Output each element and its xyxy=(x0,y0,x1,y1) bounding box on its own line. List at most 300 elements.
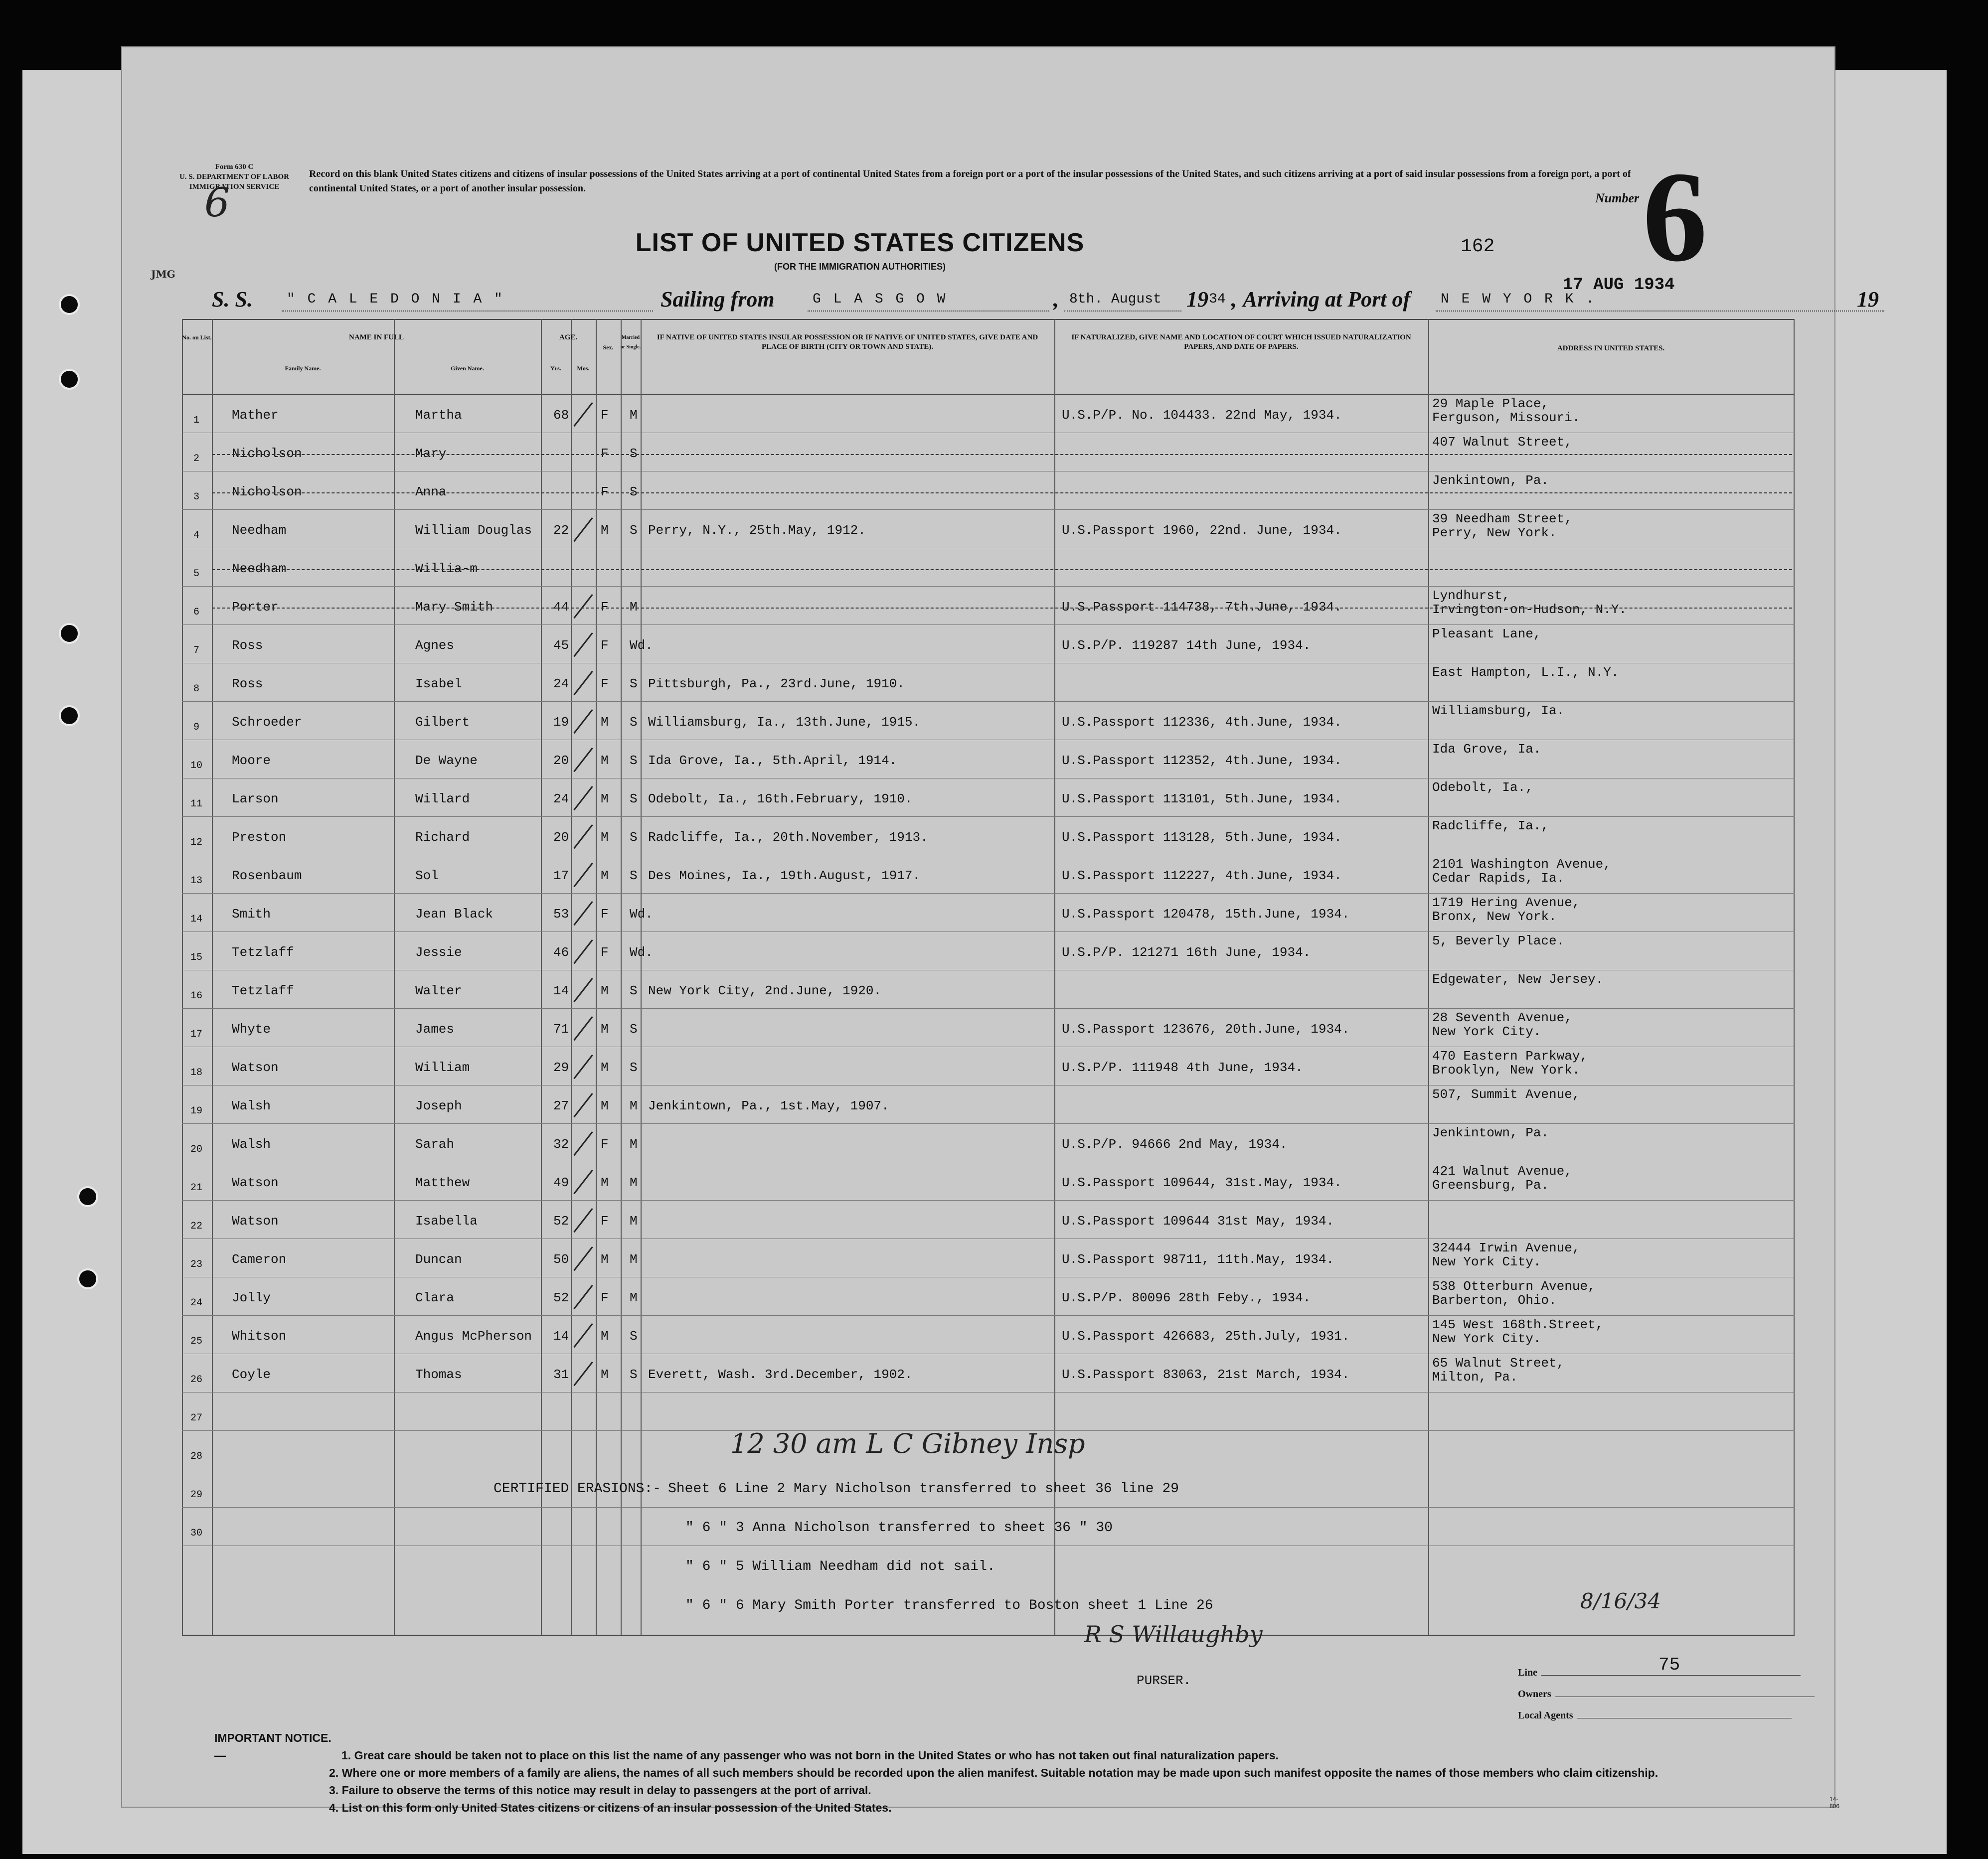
family-name: Mather xyxy=(232,408,279,423)
notice-item: 3. Failure to observe the terms of this notice may result in delay to passengers at the port of arrival. xyxy=(329,1784,871,1797)
family-name: Walsh xyxy=(232,1098,271,1113)
given-name: Sarah xyxy=(415,1137,455,1152)
sex: M xyxy=(601,753,609,768)
table-row xyxy=(182,1201,1795,1239)
table-row xyxy=(182,1047,1795,1085)
age-years: 22 xyxy=(553,523,569,538)
naturalization-details: U.S.Passport 112336, 4th.June, 1934. xyxy=(1062,715,1342,730)
sex: F xyxy=(601,1290,609,1305)
given-name: Willard xyxy=(415,791,470,806)
age-years: 24 xyxy=(553,676,569,691)
check-mark-icon xyxy=(573,1170,593,1194)
naturalization-details: U.S.Passport 426683, 25th.July, 1931. xyxy=(1062,1329,1350,1344)
marital-status: S xyxy=(630,830,638,845)
header-age: AGE. xyxy=(559,333,578,341)
erasure-line: Sheet 6 Line 2 Mary Nicholson transferred to sheet 36 line 29 xyxy=(668,1481,1179,1497)
arrival-year-label: 19 xyxy=(1857,287,1879,311)
header-years: Yrs. xyxy=(550,365,561,372)
check-mark-icon xyxy=(573,594,593,619)
check-mark-icon xyxy=(573,1246,593,1271)
table-row xyxy=(182,1009,1795,1047)
form-code: 14-806 xyxy=(1829,1796,1840,1810)
table-row xyxy=(182,702,1795,740)
sailing-date-underline xyxy=(1064,310,1181,311)
us-address: 28 Seventh Avenue, New York City. xyxy=(1432,1010,1572,1039)
us-address: 538 Otterburn Avenue, Barberton, Ohio. xyxy=(1432,1279,1596,1308)
service-name: IMMIGRATION SERVICE xyxy=(189,183,280,191)
sex: M xyxy=(601,1367,609,1382)
table-row xyxy=(182,1085,1795,1124)
us-address: Edgewater, New Jersey. xyxy=(1432,972,1604,987)
inspector-signature: 12 30 am L C Gibney Insp xyxy=(730,1428,1085,1459)
sex: F xyxy=(601,907,609,922)
naturalization-details: U.S.P/P. 111948 4th June, 1934. xyxy=(1062,1060,1303,1075)
passenger-table xyxy=(182,319,1795,1648)
row-number: 8 xyxy=(193,683,199,695)
sex: M xyxy=(601,868,609,883)
us-address: Jenkintown, Pa. xyxy=(1432,1125,1549,1140)
check-mark-icon xyxy=(573,786,593,810)
header-no: No. on List. xyxy=(182,334,212,341)
given-name: Richard xyxy=(415,830,470,845)
erasure-line: " 6 " 6 Mary Smith Porter transferred to Boston sheet 1 Line 26 xyxy=(685,1598,1213,1613)
age-years: 20 xyxy=(553,830,569,845)
header-married-single: Married or Single. xyxy=(620,335,641,350)
sex: M xyxy=(601,1329,609,1344)
initials-mark: JMG xyxy=(151,268,175,280)
sex: M xyxy=(601,983,609,998)
list-identifier: 162 xyxy=(1461,236,1495,257)
check-mark-icon xyxy=(573,517,593,542)
check-mark-icon xyxy=(573,402,593,427)
binder-hole-icon xyxy=(59,294,80,315)
given-name: Sol xyxy=(415,868,439,883)
row-number: 12 xyxy=(190,837,202,848)
header-family-name: Family Name. xyxy=(285,365,321,372)
binder-hole-icon xyxy=(77,1186,98,1207)
header-name-in-full: NAME IN FULL xyxy=(348,333,404,341)
us-address: 2101 Washington Avenue, Cedar Rapids, Ia. xyxy=(1432,857,1611,886)
family-name: Smith xyxy=(232,907,271,922)
sex: M xyxy=(601,1098,609,1113)
family-name: Whitson xyxy=(232,1329,287,1344)
given-name: Angus McPherson xyxy=(415,1329,532,1344)
age-years: 31 xyxy=(553,1367,569,1382)
check-mark-icon xyxy=(573,671,593,695)
us-address: 5, Beverly Place. xyxy=(1432,933,1565,948)
birth-details: New York City, 2nd.June, 1920. xyxy=(648,983,882,998)
sex: M xyxy=(601,1175,609,1190)
row-number: 22 xyxy=(190,1221,202,1232)
age-years: 32 xyxy=(553,1137,569,1152)
row-number: 27 xyxy=(190,1412,202,1424)
us-address: Ida Grove, Ia. xyxy=(1432,742,1541,757)
row-number: 28 xyxy=(190,1451,202,1462)
given-name: Gilbert xyxy=(415,715,470,730)
age-years: 45 xyxy=(553,638,569,653)
page-subtitle: (FOR THE IMMIGRATION AUTHORITIES) xyxy=(774,262,946,272)
row-number: 7 xyxy=(193,645,199,656)
marital-status: S xyxy=(630,715,638,730)
marital-status: S xyxy=(630,983,638,998)
given-name: Isabel xyxy=(415,676,462,691)
given-name: Agnes xyxy=(415,638,455,653)
marital-status: M xyxy=(630,408,638,423)
sex: F xyxy=(601,408,609,423)
sex: F xyxy=(601,600,609,615)
given-name: Martha xyxy=(415,408,462,423)
row-number: 24 xyxy=(190,1297,202,1309)
sex: M xyxy=(601,1022,609,1037)
family-name: Tetzlaff xyxy=(232,983,294,998)
age-years: 49 xyxy=(553,1175,569,1190)
row-number: 11 xyxy=(190,798,202,810)
sex: F xyxy=(601,1137,609,1152)
strike-through-line xyxy=(212,608,1792,609)
table-row xyxy=(182,548,1795,587)
ship-name: " C A L E D O N I A " xyxy=(287,292,504,307)
us-address: East Hampton, L.I., N.Y. xyxy=(1432,665,1619,680)
year-label: 19 xyxy=(1186,287,1208,311)
table-row xyxy=(182,932,1795,970)
notice-item: 4. List on this form only United States citizens or citizens of an insular possession of the United States. xyxy=(329,1801,892,1814)
header-naturalized: IF NATURALIZED, GIVE NAME AND LOCATION OF COURT WHICH ISSUED NATURALIZATION PAPERS, AND DATE OF PAPERS. xyxy=(1071,333,1411,351)
arriving-label: Arriving at Port of xyxy=(1243,287,1411,311)
given-name: Joseph xyxy=(415,1098,462,1113)
us-address: Jenkintown, Pa. xyxy=(1432,473,1549,488)
table-row xyxy=(182,1277,1795,1316)
naturalization-details: U.S.Passport 1960, 22nd. June, 1934. xyxy=(1062,523,1342,538)
local-agents-label: Local Agents xyxy=(1518,1710,1573,1721)
row-number: 15 xyxy=(190,952,202,963)
binder-hole-icon xyxy=(59,369,80,390)
birth-details: Odebolt, Ia., 16th.February, 1910. xyxy=(648,791,913,806)
erasure-line: " 6 " 5 William Needham did not sail. xyxy=(685,1559,995,1574)
family-name: Needham xyxy=(232,561,287,576)
table-row xyxy=(182,970,1795,1009)
us-address: 145 West 168th.Street, New York City. xyxy=(1432,1317,1604,1346)
arrival-port-underline xyxy=(1436,310,1884,311)
check-mark-icon xyxy=(573,1131,593,1156)
sex: M xyxy=(601,1060,609,1075)
naturalization-details: U.S.P/P. 94666 2nd May, 1934. xyxy=(1062,1137,1288,1152)
row-number: 18 xyxy=(190,1067,202,1079)
age-years: 14 xyxy=(553,983,569,998)
us-address: Lyndhurst, Irvington-on-Hudson, N.Y. xyxy=(1432,588,1627,617)
form-number: Form 630 C xyxy=(215,163,254,171)
marital-status: M xyxy=(630,1137,638,1152)
marital-status: Wd. xyxy=(630,638,653,653)
us-address: 1719 Hering Avenue, Bronx, New York. xyxy=(1432,895,1580,924)
check-mark-icon xyxy=(573,978,593,1002)
check-mark-icon xyxy=(573,939,593,964)
arrival-date-stamp: 17 AUG 1934 xyxy=(1563,276,1675,295)
given-name: Walter xyxy=(415,983,462,998)
table-row xyxy=(182,1354,1795,1393)
sailing-port: G L A S G O W xyxy=(813,292,948,307)
row-number: 9 xyxy=(193,722,199,733)
marital-status: M xyxy=(630,1175,638,1190)
naturalization-details: U.S.P/P. No. 104433. 22nd May, 1934. xyxy=(1062,408,1342,423)
marital-status: S xyxy=(630,676,638,691)
table-row xyxy=(182,817,1795,855)
us-address: Radcliffe, Ia., xyxy=(1432,818,1549,833)
us-address: Williamsburg, Ia. xyxy=(1432,703,1565,718)
check-mark-icon xyxy=(573,1055,593,1079)
age-years: 20 xyxy=(553,753,569,768)
table-row xyxy=(182,625,1795,663)
marital-status: M xyxy=(630,1252,638,1267)
row-number: 21 xyxy=(190,1182,202,1194)
sex: M xyxy=(601,523,609,538)
table-row xyxy=(182,510,1795,548)
given-name: William xyxy=(415,1060,470,1075)
check-mark-icon xyxy=(573,1093,593,1117)
strike-through-line xyxy=(212,454,1792,455)
marital-status: M xyxy=(630,1290,638,1305)
given-name: Matthew xyxy=(415,1175,470,1190)
header-birth: IF NATIVE OF UNITED STATES INSULAR POSSESSION OR IF NATIVE OF UNITED STATES, GIVE DATE AND PLACE OF BIRTH (CITY OR TOWN AND STATE). xyxy=(657,333,1038,351)
birth-details: Des Moines, Ia., 19th.August, 1917. xyxy=(648,868,921,883)
naturalization-details: U.S.P/P. 121271 16th June, 1934. xyxy=(1062,945,1311,960)
naturalization-details: U.S.Passport 112227, 4th.June, 1934. xyxy=(1062,868,1342,883)
age-years: 24 xyxy=(553,791,569,806)
age-years: 71 xyxy=(553,1022,569,1037)
binder-hole-icon xyxy=(77,1268,98,1289)
marital-status: S xyxy=(630,1329,638,1344)
check-mark-icon xyxy=(573,1323,593,1348)
family-name: Watson xyxy=(232,1060,279,1075)
check-mark-icon xyxy=(573,1016,593,1041)
us-address: 29 Maple Place, Ferguson, Missouri. xyxy=(1432,396,1580,425)
family-name: Nicholson xyxy=(232,484,302,499)
check-mark-icon xyxy=(573,824,593,849)
us-address: Odebolt, Ia., xyxy=(1432,780,1533,795)
ss-label: S. S. xyxy=(212,287,253,311)
row-number: 29 xyxy=(190,1489,202,1501)
table-row xyxy=(182,1393,1795,1431)
sex: F xyxy=(601,945,609,960)
arrival-port: N E W Y O R K . xyxy=(1441,292,1597,307)
sex: F xyxy=(601,638,609,653)
age-years: 52 xyxy=(553,1214,569,1229)
sailing-label: Sailing from xyxy=(661,287,775,311)
given-name: James xyxy=(415,1022,455,1037)
handwritten-sheet-mark: 6 xyxy=(204,179,230,226)
marital-status: Wd. xyxy=(630,907,653,922)
row-number: 20 xyxy=(190,1144,202,1155)
purser-signature: R S Willaughby xyxy=(1084,1621,1263,1648)
table-row xyxy=(182,471,1795,510)
naturalization-details: U.S.Passport 113101, 5th.June, 1934. xyxy=(1062,791,1342,806)
binder-hole-icon xyxy=(59,623,80,644)
row-number: 23 xyxy=(190,1259,202,1270)
birth-details: Jenkintown, Pa., 1st.May, 1907. xyxy=(648,1098,889,1113)
sex: F xyxy=(601,676,609,691)
given-name: Duncan xyxy=(415,1252,462,1267)
birth-details: Radcliffe, Ia., 20th.November, 1913. xyxy=(648,830,928,845)
table-row xyxy=(182,1316,1795,1354)
given-name: Mary xyxy=(415,446,447,461)
naturalization-details: U.S.P/P. 80096 28th Feby., 1934. xyxy=(1062,1290,1311,1305)
check-mark-icon xyxy=(573,1208,593,1233)
birth-details: Williamsburg, Ia., 13th.June, 1915. xyxy=(648,715,921,730)
table-row xyxy=(182,855,1795,894)
header-given-name: Given Name. xyxy=(451,365,484,372)
naturalization-details: U.S.Passport 109644, 31st.May, 1934. xyxy=(1062,1175,1342,1190)
purser-label: PURSER. xyxy=(1137,1673,1191,1688)
family-name: Rosenbaum xyxy=(232,868,302,883)
family-name: Moore xyxy=(232,753,271,768)
family-name: Watson xyxy=(232,1214,279,1229)
age-years: 44 xyxy=(553,600,569,615)
age-years: 14 xyxy=(553,1329,569,1344)
marital-status: M xyxy=(630,1214,638,1229)
marital-status: S xyxy=(630,791,638,806)
form-identifier xyxy=(169,162,299,192)
sex: F xyxy=(601,446,609,461)
naturalization-details: U.S.Passport 98711, 11th.May, 1934. xyxy=(1062,1252,1334,1267)
age-years: 17 xyxy=(553,868,569,883)
row-number: 13 xyxy=(190,875,202,887)
marital-status: S xyxy=(630,1060,638,1075)
family-name: Nicholson xyxy=(232,446,302,461)
table-row xyxy=(182,1162,1795,1201)
family-name: Schroeder xyxy=(232,715,302,730)
handwritten-date: 8/16/34 xyxy=(1580,1589,1661,1613)
birth-details: Pittsburgh, Pa., 23rd.June, 1910. xyxy=(648,676,905,691)
owners-label: Owners xyxy=(1518,1689,1551,1700)
sex: F xyxy=(601,1214,609,1229)
given-name: Clara xyxy=(415,1290,455,1305)
page-number: 75 xyxy=(1658,1655,1680,1675)
table-row xyxy=(182,1124,1795,1162)
important-notice xyxy=(214,1729,1834,1817)
check-mark-icon xyxy=(573,632,593,657)
us-address: 65 Walnut Street, Milton, Pa. xyxy=(1432,1356,1565,1385)
number-label: Number xyxy=(1595,191,1640,205)
us-address: 39 Needham Street, Perry, New York. xyxy=(1432,511,1572,540)
age-years: 53 xyxy=(553,907,569,922)
family-name: Cameron xyxy=(232,1252,287,1267)
marital-status: M xyxy=(630,1098,638,1113)
check-mark-icon xyxy=(573,1362,593,1386)
naturalization-details: U.S.Passport 114738, 7th.June, 1934. xyxy=(1062,600,1342,615)
marital-status: Wd. xyxy=(630,945,653,960)
sheet-number: 6 xyxy=(1643,145,1707,289)
family-name: Ross xyxy=(232,676,263,691)
voyage-line: S. S. " C A L E D O N I A " Sailing from G L A S G O W , 8th. August 19 34 , Arriving at Port of N E W Y O R K . 19 xyxy=(212,287,1857,316)
age-years: 19 xyxy=(553,715,569,730)
family-name: Watson xyxy=(232,1175,279,1190)
sex: M xyxy=(601,830,609,845)
birth-details: Ida Grove, Ia., 5th.April, 1914. xyxy=(648,753,897,768)
row-number: 1 xyxy=(193,415,199,426)
row-number: 10 xyxy=(190,760,202,772)
age-years: 46 xyxy=(553,945,569,960)
age-years: 29 xyxy=(553,1060,569,1075)
given-name: Jessie xyxy=(415,945,462,960)
sex: M xyxy=(601,715,609,730)
row-number: 17 xyxy=(190,1029,202,1040)
notice-item: 2. Where one or more members of a family are aliens, the names of all such members should be recorded upon the alien manifest. Suitable notation may be made upon such manifest opposite the names of those members who claim citizenship. xyxy=(329,1766,1658,1779)
family-name: Coyle xyxy=(232,1367,271,1382)
us-address: 421 Walnut Avenue, Greensburg, Pa. xyxy=(1432,1164,1572,1193)
sex: M xyxy=(601,1252,609,1267)
given-name: Mary Smith xyxy=(415,600,494,615)
row-number: 3 xyxy=(193,491,199,503)
family-name: Preston xyxy=(232,830,287,845)
table-row xyxy=(182,663,1795,702)
table-row xyxy=(182,1239,1795,1277)
naturalization-details: U.S.Passport 83063, 21st March, 1934. xyxy=(1062,1367,1350,1382)
family-name: Walsh xyxy=(232,1137,271,1152)
check-mark-icon xyxy=(573,709,593,734)
marital-status: S xyxy=(630,446,638,461)
age-years: 52 xyxy=(553,1290,569,1305)
manifest-sheet xyxy=(122,47,1879,1814)
strike-through-line xyxy=(212,569,1792,570)
age-years: 68 xyxy=(553,408,569,423)
header-address: ADDRESS IN UNITED STATES. xyxy=(1557,344,1665,352)
marital-status: S xyxy=(630,523,638,538)
row-number: 2 xyxy=(193,453,199,465)
given-name: Isabella xyxy=(415,1214,478,1229)
ship-name-underline xyxy=(282,310,653,311)
record-instructions: Record on this blank United States citizens and citizens of insular possessions of the United States arriving at a port of continental United States from a foreign port or a port of the insular possessions of the United States, and such citizens arriving at a port of said insular possessions from a foreign port, a port of continental United States, or a port of another insular possession. xyxy=(309,168,1631,194)
us-address: 470 Eastern Parkway, Brooklyn, New York. xyxy=(1432,1049,1588,1078)
row-number: 16 xyxy=(190,990,202,1002)
marital-status: S xyxy=(630,753,638,768)
family-name: Tetzlaff xyxy=(232,945,294,960)
given-name: Jean Black xyxy=(415,907,494,922)
age-years: 27 xyxy=(553,1098,569,1113)
sailing-port-underline xyxy=(808,310,1049,311)
line-label: Line xyxy=(1518,1667,1537,1678)
given-name: Anna xyxy=(415,484,447,499)
family-name: Jolly xyxy=(232,1290,271,1305)
row-number: 26 xyxy=(190,1374,202,1386)
table-row xyxy=(182,433,1795,471)
given-name: Thomas xyxy=(415,1367,462,1382)
family-name: Ross xyxy=(232,638,263,653)
marital-status: S xyxy=(630,484,638,499)
notice-item: 1. Great care should be taken not to place on this list the name of any passenger who was not born in the United States or who has not taken out final naturalization papers. xyxy=(341,1749,1279,1762)
header-sex: Sex. xyxy=(603,344,614,351)
check-mark-icon xyxy=(573,901,593,926)
naturalization-details: U.S.P/P. 119287 14th June, 1934. xyxy=(1062,638,1311,653)
age-years: 50 xyxy=(553,1252,569,1267)
sex: F xyxy=(601,484,609,499)
naturalization-details: U.S.Passport 109644 31st May, 1934. xyxy=(1062,1214,1334,1229)
given-name: Willia-m xyxy=(415,561,478,576)
table-row xyxy=(182,778,1795,817)
header-months: Mos. xyxy=(577,365,590,372)
sex: M xyxy=(601,791,609,806)
given-name: De Wayne xyxy=(415,753,478,768)
naturalization-details: U.S.Passport 113128, 5th.June, 1934. xyxy=(1062,830,1342,845)
us-address: Pleasant Lane, xyxy=(1432,626,1541,641)
sailing-date: 8th. August xyxy=(1069,292,1161,307)
table-row xyxy=(182,587,1795,625)
row-number: 30 xyxy=(190,1528,202,1539)
department-name: U. S. DEPARTMENT OF LABOR xyxy=(179,173,290,181)
marital-status: S xyxy=(630,1022,638,1037)
row-number: 14 xyxy=(190,914,202,925)
us-address: 407 Walnut Street, xyxy=(1432,435,1572,450)
erasure-line: " 6 " 3 Anna Nicholson transferred to sheet 36 " 30 xyxy=(685,1520,1113,1536)
naturalization-details: U.S.Passport 120478, 15th.June, 1934. xyxy=(1062,907,1350,922)
